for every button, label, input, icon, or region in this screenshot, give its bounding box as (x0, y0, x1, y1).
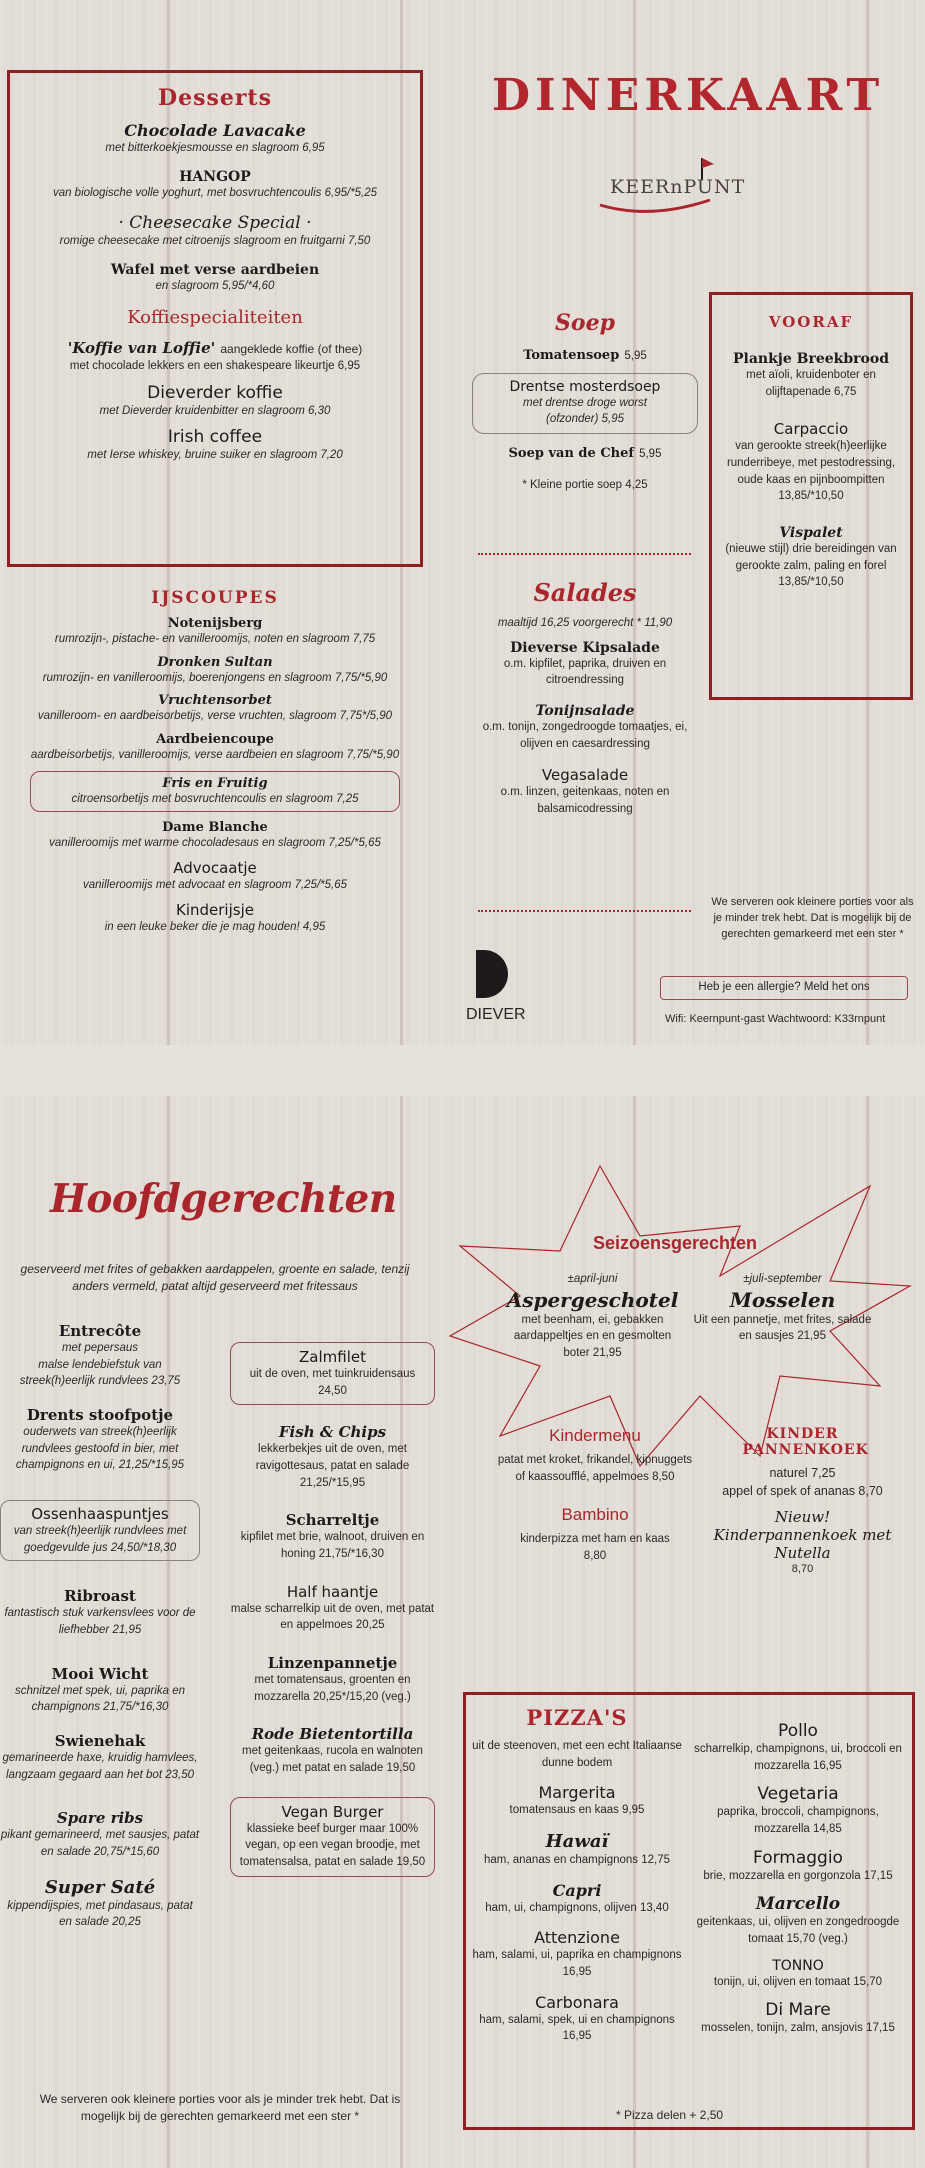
vruchtensorbet-desc: vanilleroom- en aardbeisorbetijs, verse vruchten, slagroom 7,75*/5,90 (37, 710, 393, 723)
spare-ribs-name: Spare ribs (56, 1809, 144, 1828)
zalmfilet-desc: uit de oven, met tuinkruidensaus 24,50 (249, 1368, 416, 1397)
fish-chips-item (230, 1423, 435, 1491)
vegetaria-name: Vegetaria (757, 1784, 839, 1805)
asperge-desc: met beenham, ei, gebakken aardappeltjes en en gesmolten boter 21,95 (513, 1313, 672, 1360)
hoofd-note: We serveren ook kleinere porties voor als je minder trek hebt. Dat is mogelijk bij de gerechten gemarkeerd met een ster * (39, 2092, 401, 2124)
ossenhaaspuntjes-desc: van streek(h)eerlijk rundvlees met goedgevulde jus 24,50/*18,30 (13, 1525, 187, 1554)
aardbeiencoupe-item (10, 732, 420, 764)
marcello-name: Marcello (755, 1894, 841, 1915)
soep-chef-price: 5,95 (639, 448, 662, 461)
zalmfilet-name: Zalmfilet (299, 1348, 366, 1366)
dame-blanche-desc: vanilleroomijs met warme chocoladesaus en slagroom 7,25/*5,65 (49, 837, 381, 850)
bambino-desc: kinderpizza met ham en kaas 8,80 (520, 1533, 670, 1563)
kindermenu-section (495, 1426, 695, 1565)
hoofdgerechten-heading: Hoofdgerechten (50, 1176, 397, 1222)
vegasalade-name: Vegasalade (541, 766, 629, 785)
dinerkaart-title: DINERKAART (491, 70, 885, 121)
diever-text: DIEVER (466, 1006, 526, 1023)
scharreltje-name: Scharreltje (285, 1511, 380, 1530)
formaggio-name: Formaggio (753, 1847, 843, 1868)
pollo-desc: scharrelkip, champignons, ui, broccoli en mozzarella 16,95 (694, 1743, 902, 1772)
plankje-breekbrood-desc: met aïoli, kruidenboter en olijftapenade 6,75 (746, 369, 876, 398)
half-haantje-name: Half haantje (286, 1582, 379, 1601)
linzenpannetje-item (230, 1654, 435, 1705)
mosterdsoep-name: Drentse mosterdsoep (509, 378, 661, 395)
ossenhaaspuntjes-item (0, 1500, 200, 1561)
linzenpannetje-name: Linzenpannetje (267, 1654, 398, 1673)
margerita-item (472, 1783, 682, 1819)
fris-en-fruitig-name: Fris en Fruitig (162, 775, 268, 791)
cheesecake-special-desc: romige cheesecake met citroenijs slagroom en fruitgarni 7,50 (59, 235, 371, 248)
drents-stoofpotje-name: Drents stoofpotje (26, 1406, 174, 1425)
bambino-heading: Bambino (561, 1505, 629, 1525)
pizza-delen-note: * Pizza delen + 2,50 (616, 2108, 724, 2122)
di-mare-name: Di Mare (765, 2000, 831, 2021)
pannenkoek-section (700, 1426, 905, 1578)
salades-heading: Salades (533, 578, 637, 607)
salades-section (465, 578, 705, 832)
vegasalade-item (465, 766, 705, 817)
pollo-item (688, 1721, 908, 1774)
formaggio-desc: brie, mozzarella en gorgonzola 17,15 (703, 1869, 893, 1882)
super-sat-item (0, 1877, 200, 1931)
menu-page-2 (0, 1096, 925, 2168)
fris-en-fruitig-item (30, 771, 400, 813)
pizzas-heading: PIZZA'S (526, 1705, 628, 1730)
zalmfilet-item (230, 1342, 435, 1405)
swienehak-item (0, 1732, 200, 1783)
carpaccio-desc: van gerookte streek(h)eerlijke runderribeye, met pestodressing, oude kaas en pijnboompitten 13,85/*10,50 (726, 440, 896, 503)
divider-salades (478, 910, 691, 912)
dieverse-kipsalade-name: Dieverse Kipsalade (510, 639, 660, 656)
dronken-sultan-desc: rumrozijn- en vanilleroomijs, boerenjongens en slagroom 7,75/*5,90 (42, 671, 388, 684)
margerita-desc: tomatensaus en kaas 9,95 (509, 1804, 645, 1817)
fish-chips-name: Fish & Chips (278, 1423, 387, 1442)
hangop-item (10, 169, 420, 202)
diever-d-icon (476, 950, 508, 998)
seizoen-asperge (500, 1271, 685, 1362)
vegan-burger-item (230, 1797, 435, 1877)
small-portions-note: We serveren ook kleinere porties voor als je minder trek hebt. Dat is mogelijk bij de gerechten gemarkeerd met een ster * (711, 896, 914, 940)
mooi-wicht-item (0, 1665, 200, 1716)
divider-soep (478, 553, 691, 555)
mosselen-desc: Uit een pannetje, met frites, salade en sausjes 21,95 (693, 1313, 872, 1343)
wafel-met-verse-aardbeien-item (10, 262, 420, 295)
vegan-burger-name: Vegan Burger (281, 1802, 384, 1821)
spare-ribs-desc: pikant gemarineerd, met sausjes, patat en salade 20,75/*15,60 (0, 1829, 200, 1859)
formaggio-item (688, 1848, 908, 1885)
dieverse-kipsalade-desc: o.m. kipfilet, paprika, druiven en citroendressing (503, 657, 667, 687)
capri-name: Capri (552, 1880, 602, 1900)
pizzas-box (463, 1692, 915, 2130)
entrec-te-desc: malse lendebiefstuk van streek(h)eerlijk rundvlees 23,75 (19, 1358, 181, 1388)
tonijnsalade-desc: o.m. tonijn, zongedroogde tomaatjes, ei, olijven en caesardressing (482, 721, 688, 750)
di-mare-desc: mosselen, tonijn, zalm, ansjovis 17,15 (701, 2022, 895, 2035)
soep-chef-name: Soep van de Chef (508, 446, 634, 462)
vegetaria-item (688, 1784, 908, 1837)
kindermenu-heading: Kindermenu (549, 1426, 641, 1445)
hoofd-intro: geserveerd met frites of gebakken aardappelen, groente en salade, tenzij anders vermeld, patat altijd geserveerd met fritessaus (20, 1262, 410, 1294)
chocolade-lavacake-desc: met bitterkoekjesmousse en slagroom 6,95 (105, 142, 325, 154)
super-sat-name: Super Saté (44, 1876, 156, 1898)
half-haantje-desc: malse scharrelkip uit de oven, met patat en appelmoes 20,25 (230, 1602, 435, 1632)
dieverder-koffie-desc: met Dieverder kruidenbitter en slagroom 6,30 (99, 404, 331, 417)
ribroast-item (0, 1587, 200, 1638)
notenijsberg-item (10, 616, 420, 648)
aardbeiencoupe-desc: aardbeisorbetijs, vanilleroomijs, verse aardbeien en slagroom 7,75/*5,90 (30, 749, 400, 762)
koffie-heading: Koffiespecialiteiten (127, 306, 303, 328)
diever-logo (466, 950, 526, 1024)
plankje-breekbrood-name: Plankje Breekbrood (733, 351, 889, 367)
wafel-met-verse-aardbeien-desc: en slagroom 5,95/*4,60 (155, 280, 275, 293)
keernpunt-logo (590, 150, 790, 234)
mosterdsoep-box (472, 373, 698, 434)
marcello-desc: geitenkaas, ui, olijven en zongedroogde tomaat 15,70 (veg.) (696, 1916, 900, 1946)
ossenhaaspuntjes-name: Ossenhaaspuntjes (31, 1505, 169, 1524)
hawa-desc: ham, ananas en champignons 12,75 (483, 1854, 671, 1867)
hawa-item (472, 1831, 682, 1869)
dame-blanche-name: Dame Blanche (162, 820, 268, 836)
notenijsberg-name: Notenijsberg (167, 616, 263, 631)
dieverse-kipsalade-item (465, 640, 705, 689)
kinderijsje-item (10, 901, 420, 936)
vispalet-desc: (nieuwe stijl) drie bereidingen van gerookte zalm, paling en forel 13,85/*10,50 (725, 543, 897, 589)
attenzione-item (472, 1928, 682, 1980)
pannenkoek-heading: KINDER PANNENKOEK (742, 1426, 869, 1458)
hoofd-column-1 (0, 1322, 200, 1947)
vooraf-heading: VOORAF (768, 313, 854, 331)
mooi-wicht-name: Mooi Wicht (51, 1664, 149, 1683)
chocolade-lavacake-name: Chocolade Lavacake (124, 121, 306, 140)
tonijnsalade-item (465, 703, 705, 752)
capri-item (472, 1881, 682, 1917)
rode-bietentortilla-name: Rode Bietentortilla (251, 1725, 414, 1744)
carbonara-desc: ham, salami, spek, ui en champignons 16,95 (479, 2013, 675, 2043)
scharreltje-item (230, 1511, 435, 1562)
menu-page-1 (0, 0, 925, 1045)
advocaatje-name: Advocaatje (173, 859, 257, 878)
nieuw-label: Nieuw! (774, 1508, 831, 1527)
vispalet-name: Vispalet (779, 525, 843, 542)
wafel-met-verse-aardbeien-name: Wafel met verse aardbeien (110, 262, 320, 279)
irish-coffee-desc: met Ierse whiskey, bruine suiker en slagroom 7,20 (87, 449, 343, 462)
mosselen-name: Mosselen (729, 1287, 836, 1312)
half-haantje-item (230, 1583, 435, 1634)
scharreltje-desc: kipfilet met brie, walnoot, druiven en honing 21,75/*16,30 (240, 1531, 425, 1561)
mosterdsoep-desc1: met drentse droge worst (522, 396, 647, 409)
kinderijsje-desc: in een leuke beker die je mag houden! 4,95 (104, 920, 326, 933)
entrec-te-name: Entrecôte (58, 1322, 142, 1340)
pizzas-column-1 (472, 1705, 682, 2057)
advocaatje-item (10, 859, 420, 894)
koffie-loffie-extra: aangeklede koffie (of thee) (220, 341, 363, 356)
advocaatje-desc: vanilleroomijs met advocaat en slagroom 7,25/*5,65 (82, 879, 347, 892)
kindermenu-desc: patat met kroket, frikandel, kipnuggets of kaassoufflé, appelmoes 8,50 (497, 1454, 693, 1483)
carpaccio-name: Carpaccio (773, 420, 849, 439)
entrec-te-item (0, 1322, 200, 1390)
tonijnsalade-name: Tonijnsalade (535, 703, 635, 720)
tomatensoep-price: 5,95 (624, 350, 647, 362)
pizzas-intro: uit de steenoven, met een echt Italiaanse dunne bodem (472, 1740, 682, 1769)
linzenpannetje-desc: met tomatensaus, groenten en mozzarella 20,25*/15,20 (veg.) (254, 1674, 411, 1703)
vispalet-item (720, 525, 902, 591)
ribroast-name: Ribroast (64, 1587, 136, 1606)
swienehak-desc: gemarineerde haxe, kruidig hamvlees, langzaam gegaard aan het bot 23,50 (2, 1752, 198, 1781)
attenzione-desc: ham, salami, ui, paprika en champignons 16,95 (472, 1949, 682, 1979)
cheesecake-special-item (10, 213, 420, 250)
plankje-breekbrood-item (720, 351, 902, 400)
pollo-name: Pollo (778, 1721, 818, 1741)
hoofd-column-2 (230, 1342, 435, 1895)
vooraf-box (709, 292, 913, 700)
carbonara-name: Carbonara (535, 1992, 619, 2012)
attenzione-name: Attenzione (534, 1928, 620, 1948)
swienehak-name: Swienehak (54, 1732, 146, 1751)
dame-blanche-item (10, 820, 420, 852)
nutella-price: 8,70 (791, 1563, 814, 1576)
hangop-desc: van biologische volle yoghurt, met bosvruchtencoulis 6,95/*5,25 (52, 186, 378, 199)
tomatensoep-name: Tomatensoep (523, 348, 620, 363)
mooi-wicht-desc: schnitzel met spek, ui, paprika en champignons 21,75/*16,30 (14, 1684, 186, 1714)
ijscoupes-section (10, 588, 420, 942)
mosterdsoep-desc2: (ofzonder) 5,95 (546, 413, 624, 426)
chocolade-lavacake-item (10, 121, 420, 157)
hangop-name: HANGOP (179, 168, 251, 185)
soep-heading: Soep (555, 310, 615, 336)
nutella-name: Kinderpannenkoek met Nutella (713, 1526, 892, 1563)
dronken-sultan-item (10, 655, 420, 687)
pannenkoek-desc1: naturel 7,25 (769, 1466, 836, 1480)
desserts-heading: Desserts (158, 85, 272, 111)
vegetaria-desc: paprika, broccoli, champignons, mozzarella 14,85 (717, 1806, 879, 1836)
allergy-notice: Heb je een allergie? Meld het ons (660, 976, 908, 1000)
seizoen-heading: Seizoensgerechten (592, 1233, 758, 1253)
keernpunt-logo-text: KEERnPUNT (610, 176, 746, 198)
asperge-name: Aspergeschotel (506, 1287, 679, 1312)
tonno-item (688, 1958, 908, 1991)
hawa-name: Hawaï (545, 1831, 609, 1853)
pannenkoek-desc2: appel of spek of ananas 8,70 (722, 1484, 883, 1499)
salades-price-line: maaltijd 16,25 voorgerecht * 11,90 (497, 617, 673, 629)
pizzas-column-2 (688, 1721, 908, 2047)
fris-en-fruitig-desc: citroensorbetijs met bosvruchtencoulis en slagroom 7,25 (71, 792, 359, 805)
asperge-period: ±april-juni (567, 1273, 618, 1285)
di-mare-item (688, 2000, 908, 2037)
mosselen-period: ±juli-september (743, 1273, 822, 1285)
soep-note: * Kleine portie soep 4,25 (522, 478, 648, 491)
vruchtensorbet-item (10, 693, 420, 725)
spare-ribs-item (0, 1809, 200, 1860)
aardbeiencoupe-name: Aardbeiencoupe (156, 732, 274, 748)
seizoen-mosselen (690, 1271, 875, 1345)
entrec-te-extra: met pepersaus (61, 1342, 139, 1354)
capri-desc: ham, ui, champignons, olijven 13,40 (485, 1901, 669, 1914)
carbonara-item (472, 1993, 682, 2045)
margerita-name: Margerita (538, 1783, 616, 1803)
tonno-name: TONNO (772, 1957, 824, 1974)
dieverder-koffie-name: Dieverder koffie (147, 382, 283, 403)
ribroast-desc: fantastisch stuk varkensvlees voor de liefhebber 21,95 (4, 1607, 196, 1637)
drents-stoofpotje-item (0, 1406, 200, 1474)
cheesecake-special-name: · Cheesecake Special · (118, 213, 312, 234)
fish-chips-desc: lekkerbekjes uit de oven, met ravigottesaus, patat en salade 21,25/*15,95 (255, 1443, 410, 1489)
koffie-loffie-desc: met chocolade lekkers en een shakespeare likeurtje 6,95 (69, 360, 361, 373)
rode-bietentortilla-item (230, 1725, 435, 1776)
vegan-burger-desc: klassieke beef burger maar 100% vegan, op een vegan broodje, met tomatensalsa, patat en salade 19,50 (239, 1822, 426, 1869)
koffie-loffie-name: 'Koffie van Loffie' (67, 338, 216, 357)
dronken-sultan-name: Dronken Sultan (157, 654, 273, 670)
soep-section (470, 310, 700, 493)
ijscoupes-heading: IJSCOUPES (151, 588, 279, 608)
irish-coffee-name: Irish coffee (167, 427, 263, 448)
drents-stoofpotje-desc: ouderwets van streek(h)eerlijk rundvlees gestoofd in bier, met champignons en ui, 21,25/*15,95 (15, 1426, 185, 1472)
kinderijsje-name: Kinderijsje (176, 900, 254, 919)
notenijsberg-desc: rumrozijn-, pistache- en vanilleroomijs, noten en slagroom 7,75 (54, 633, 376, 645)
vruchtensorbet-name: Vruchtensorbet (158, 693, 272, 709)
vegasalade-desc: o.m. linzen, geitenkaas, noten en balsamicodressing (500, 786, 670, 816)
wifi-info: Wifi: Keernpunt-gast Wachtwoord: K33rnpunt (665, 1013, 886, 1025)
desserts-box (7, 70, 423, 567)
rode-bietentortilla-desc: met geitenkaas, rucola en walnoten (veg.) met patat en salade 19,50 (242, 1745, 423, 1775)
marcello-item (688, 1894, 908, 1947)
tonno-desc: tonijn, ui, olijven en tomaat 15,70 (713, 1975, 883, 1988)
super-sat-desc: kippendijspies, met pindasaus, patat en salade 20,25 (7, 1899, 193, 1929)
carpaccio-item (720, 420, 902, 505)
